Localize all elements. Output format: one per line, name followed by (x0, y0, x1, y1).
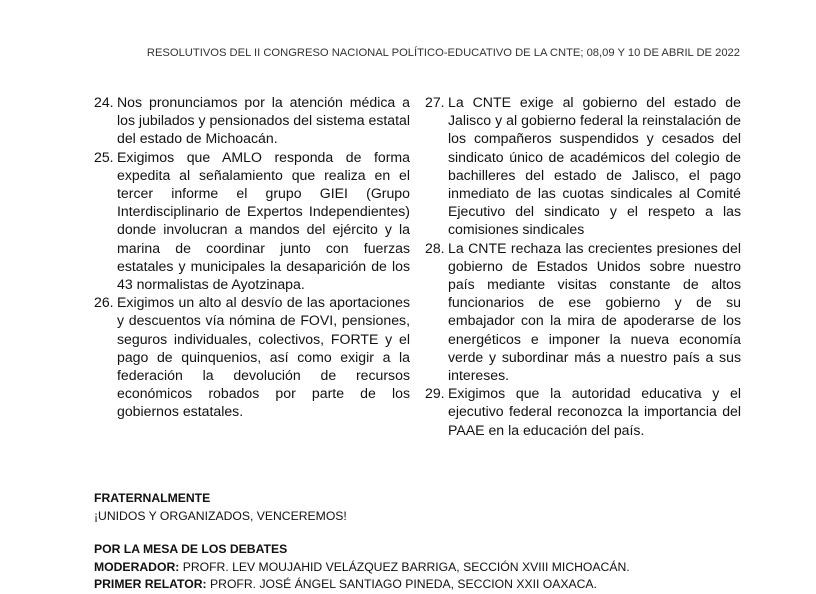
mesa-heading: POR LA MESA DE LOS DEBATES (94, 542, 288, 556)
item-number: 26. (94, 294, 114, 311)
item-number: 25. (94, 148, 114, 165)
moderador-name: PROFR. LEV MOUJAHID VELÁZQUEZ BARRIGA, SECCIÓN XVIII MICHOACÁN. (182, 559, 630, 574)
item-text: Nos pronunciamos por la atención médica a los jubilados y pensionados del sistema estatal del estado de Michoacán. (117, 94, 411, 147)
item-text: Exigimos que AMLO responda de forma expedita al señalamiento que realiza en el tercer informe el grupo GIEI (Grupo Interdisciplinario de Expertos Independientes) donde involucran a mandos del ejército y la marina de coordinar junto con fuerzas estatales y municipales la desaparición de los 43 normalistas de Ayotzinapa. (117, 148, 410, 293)
right-column (425, 93, 741, 439)
resolution-item (425, 384, 741, 439)
item-text: Exigimos que la autoridad educativa y el ejecutivo federal reconozca la importancia del PAAE en la educación del país. (448, 385, 741, 438)
item-text: La CNTE exige al gobierno del estado de Jalisco y al gobierno federal la reinstalación de los compañeros suspendidos y cesados del sindicato único de académicos del colegio de bachilleres del estado de Jalisco, el pago inmediato de las cuotas sindicales al Comité Ejecutivo del sindicato y el respeto a las comisiones sindicales (448, 94, 741, 238)
relator-line (94, 576, 754, 594)
resolution-item (425, 93, 741, 239)
moderador-line (94, 559, 754, 577)
resolution-item (94, 148, 410, 294)
spacer (94, 525, 754, 541)
resolution-item (94, 93, 410, 148)
closing-block (94, 490, 754, 594)
left-column (94, 93, 410, 421)
resolution-item (94, 293, 410, 420)
relator-label: PRIMER RELATOR: (94, 577, 207, 591)
relator-name: PROFR. JOSÉ ÁNGEL SANTIAGO PINEDA, SECCION XXII OAXACA. (210, 577, 597, 591)
item-number: 24. (94, 94, 114, 110)
item-number: 28. (425, 239, 445, 256)
item-text: Exigimos un alto al desvío de las aportaciones y descuentos vía nómina de FOVI, pensiones, seguros individuales, colectivos, FORTE y el pago de quinquenios, así como exigir a la federación la devolución de recursos económicos robados por parte de los gobiernos estatales. (117, 294, 410, 420)
item-number: 27. (425, 94, 445, 110)
page-header: RESOLUTIVOS DEL II CONGRESO NACIONAL POLÍTICO-EDUCATIVO DE LA CNTE; 08,09 Y 10 DE ABRIL DE 2022 (146, 47, 740, 59)
moderador-label: MODERADOR: (94, 559, 180, 574)
salutation: FRATERNALMENTE (94, 491, 211, 505)
resolution-item (425, 239, 741, 385)
item-number: 29. (425, 385, 445, 402)
item-text: La CNTE rechaza las crecientes presiones del gobierno de Estados Unidos sobre nuestro país mediante visitas constante de altos funcionarios de ese gobierno y de su embajador con la mira de apoderarse de los energéticos e imponer la nueva economía verde y subordinar más a nuestro país a sus intereses. (448, 239, 741, 384)
slogan: ¡UNIDOS Y ORGANIZADOS, VENCEREMOS! (94, 508, 347, 523)
